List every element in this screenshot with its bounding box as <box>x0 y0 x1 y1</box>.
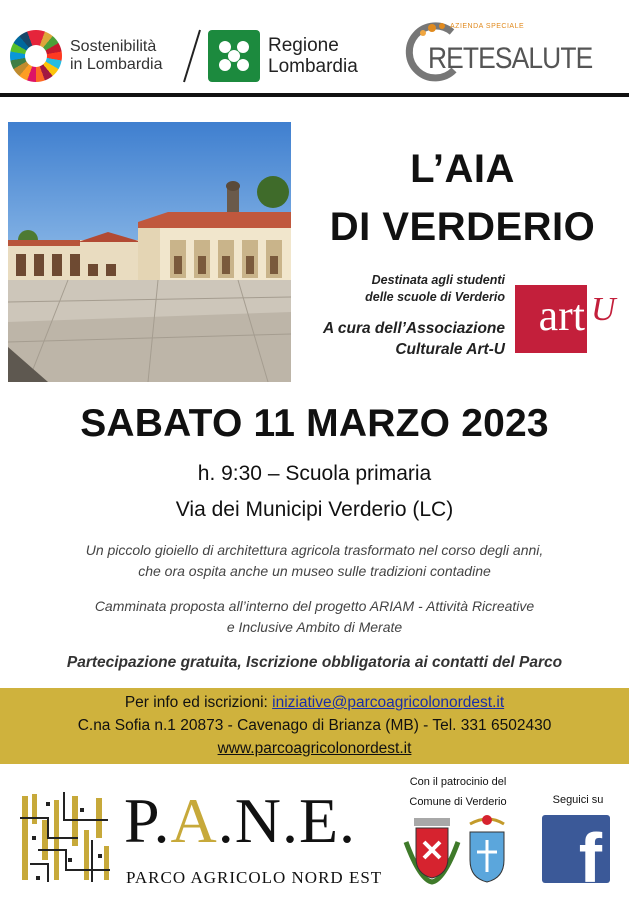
pane-subtitle: PARCO AGRICOLO NORD EST <box>126 868 383 887</box>
regione-cross-icon <box>208 30 260 82</box>
sostenibilita-logo-text: Sostenibilità in Lombardia <box>70 38 163 73</box>
divider-slash <box>180 28 204 84</box>
event-place: Via dei Municipi Verderio (LC) <box>175 498 454 521</box>
info-band <box>0 688 629 764</box>
event-date: SABATO 11 MARZO 2023 <box>80 402 549 445</box>
info-label: Per info ed iscrizioni: <box>124 694 273 711</box>
website-line <box>0 740 629 758</box>
facebook-icon[interactable]: f <box>542 815 610 883</box>
participation-note: Partecipazione gratuita, Iscrizione obbligatoria ai contatti del Parco <box>66 654 563 671</box>
website-link[interactable]: www.parcoagricolonordest.it <box>217 740 412 757</box>
project-description: Camminata proposta all’interno del progetto ARIAM - Attività Ricreative e Inclusive Ambito di Merate <box>94 598 535 635</box>
header-rule <box>0 93 629 97</box>
sdg-wheel-icon <box>10 30 62 82</box>
organizer-text: A cura dell’Associazione Culturale Art-U <box>322 320 505 358</box>
event-title: L’AIA DI VERDERIO <box>329 147 596 249</box>
retesalute-logo: AZIENDA SPECIALE RETESALUTE <box>402 20 620 82</box>
info-line <box>0 694 629 712</box>
email-link[interactable]: iniziative@parcoagricolonordest.it <box>272 694 505 711</box>
verderio-crests-icon <box>400 812 510 888</box>
aia-photo <box>8 122 291 382</box>
follow-us-text: Seguici su <box>552 794 604 806</box>
regione-lombardia-logo <box>208 28 388 84</box>
address-line: C.na Sofia n.1 20873 - Cavenago di Brianza (MB) - Tel. 331 6502430 <box>77 717 552 734</box>
sostenibilita-lombardia-logo <box>10 28 185 84</box>
artu-logo: art U <box>515 285 625 353</box>
event-description: Un piccolo gioiello di architettura agricola trasformato nel corso degli anni, che ora ospita anche un museo sulle tradizioni contadine <box>85 542 544 579</box>
event-time: h. 9:30 – Scuola primaria <box>197 462 432 485</box>
target-audience: Destinata agli studenti delle scuole di Verderio <box>365 273 505 304</box>
pane-map-icon <box>18 790 113 885</box>
regione-logo-text: Regione Lombardia <box>268 35 358 77</box>
patronage-text: Con il patrocinio del Comune di Verderio <box>409 776 507 808</box>
pane-logo-text: P.A.N.E. <box>124 785 357 856</box>
